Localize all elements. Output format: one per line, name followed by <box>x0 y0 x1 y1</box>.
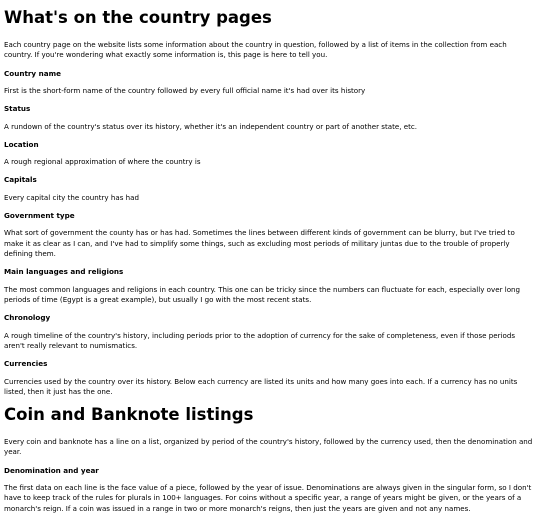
section-text-country-name: First is the short-form name of the country followed by every full official name it's had over its history <box>4 85 366 95</box>
section-heading-country-name: Country name <box>4 68 61 78</box>
section-text-chronology: A rough timeline of the country's history, including periods prior to the adoption of currency for the sake of completeness, even if those periods aren't really relevant to numismatics. <box>4 330 516 350</box>
section-text-languages-religions: The most common languages and religions in each country. This one can be tricky since the numbers can fluctuate for each, especially over long periods of time (Egypt is a great example), but usually I go with the most recent stats. <box>4 284 521 304</box>
section-text-capitals: Every capital city the country has had <box>4 192 140 202</box>
section-heading-currencies: Currencies <box>4 359 48 369</box>
section-text-denomination-year: The first data on each line is the face value of a piece, followed by the year of issue. Denominations are always given in the singular form, so I don't have to keep track of the rules for plurals in 100+ languages. For coins without a specific year, a range of years might be given, or the years of a monarch's reign. If a coin was issued in a range in two or more monarch's reigns, then just the years are given and not any names. <box>4 482 532 513</box>
section-heading-languages-religions: Main languages and religions <box>4 267 124 277</box>
section-heading-capitals: Capitals <box>4 175 37 185</box>
section-heading-location: Location <box>4 139 39 149</box>
page <box>0 8 540 513</box>
intro-paragraph: Each country page on the website lists some information about the country in question, followed by a list of items in the collection from each country. If you're wondering what exactly some information is, this page is here to tell you. <box>4 39 507 60</box>
section-heading-government-type: Government type <box>4 211 75 221</box>
section-heading-status: Status <box>4 104 31 114</box>
listings-intro-paragraph: Every coin and banknote has a line on a list, organized by period of the country's history, followed by the currency used, then the denomination and year. <box>4 437 533 457</box>
section-text-status: A rundown of the country's status over its history, whether it's an independent country or part of another state, etc. <box>4 121 418 131</box>
section-heading-denomination-year: Denomination and year <box>4 465 99 475</box>
page-title: What's on the country pages <box>4 8 272 27</box>
section-text-government-type: What sort of government the county has or has had. Sometimes the lines between different kinds of government can be blurry, but I've tried to make it as clear as I can, and I've had to simplify some things, such as excluding most periods of military juntas due to the trouble of properly defining them. <box>4 228 515 259</box>
section-text-location: A rough regional approximation of where the country is <box>4 157 201 167</box>
section-heading-chronology: Chronology <box>4 313 51 323</box>
section-text-currencies: Currencies used by the country over its history. Below each currency are listed its units and how many goes into each. If a currency has no units listed, then it just has the one. <box>4 376 518 396</box>
listings-title: Coin and Banknote listings <box>4 405 254 425</box>
